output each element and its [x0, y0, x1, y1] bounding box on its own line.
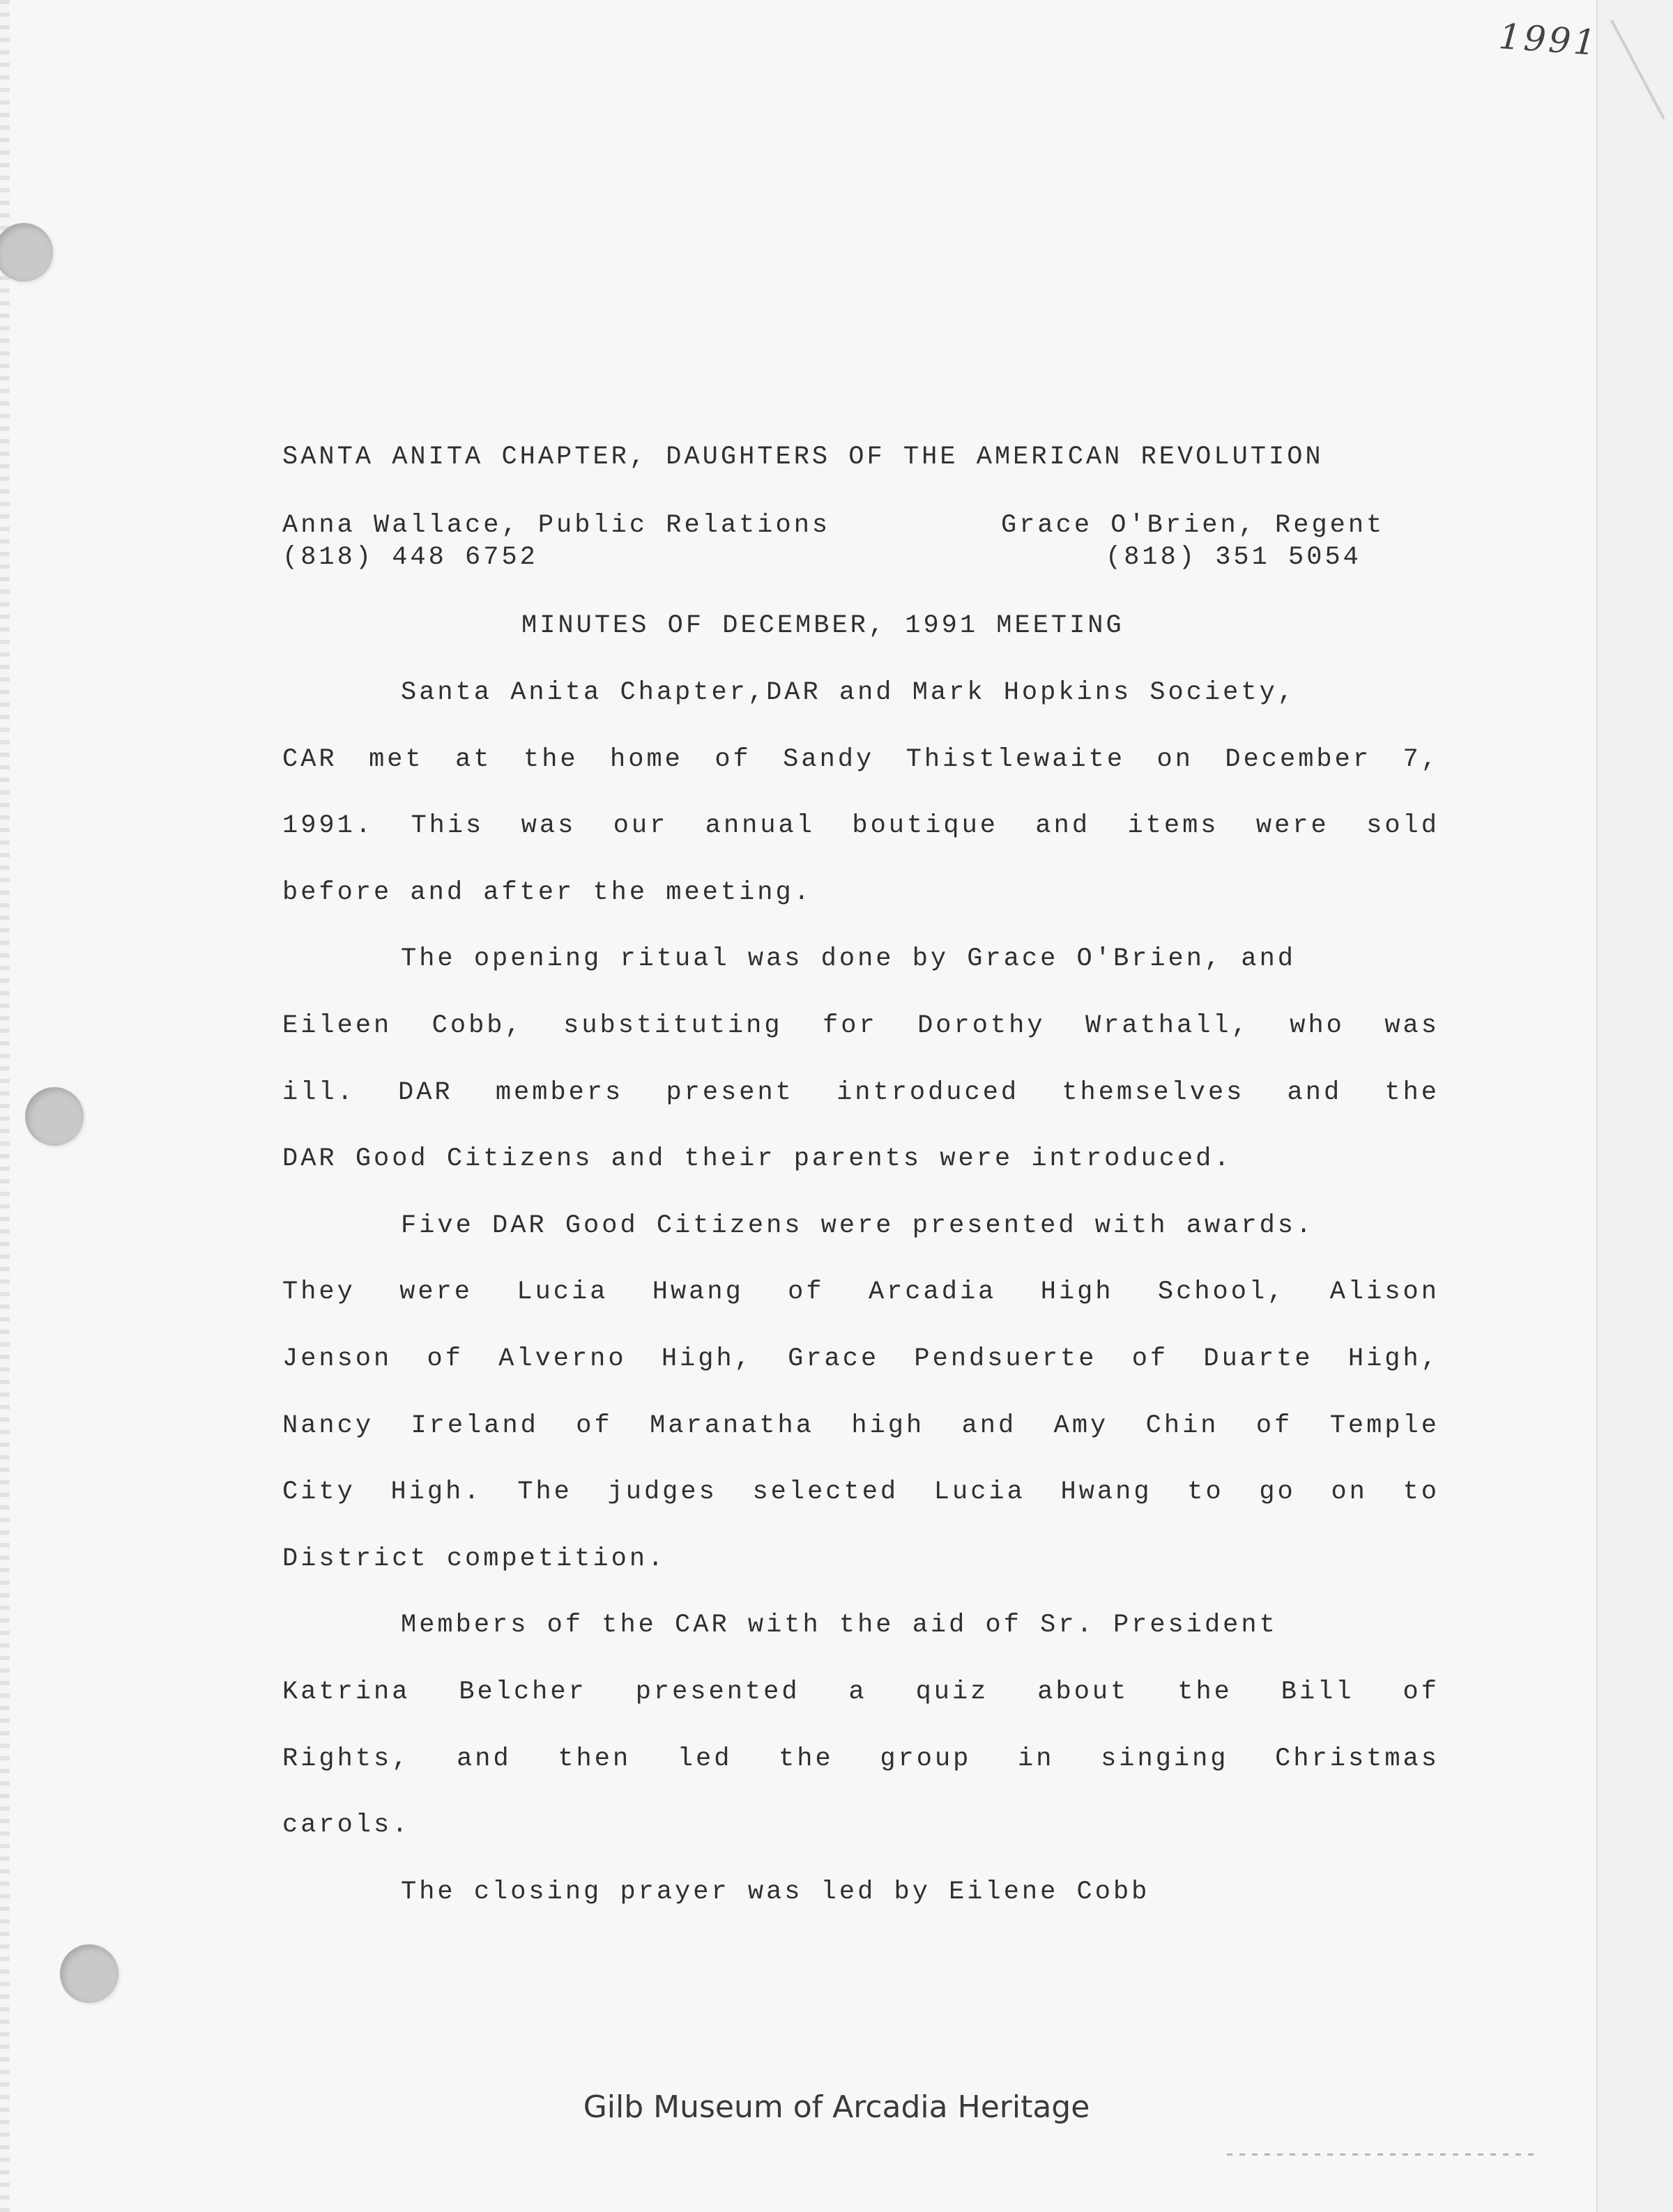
body-line: Five DAR Good Citizens were presented with awards.: [401, 1211, 1315, 1241]
page-edge: [1596, 0, 1673, 2212]
body-line: CAR met at the home of Sandy Thistlewaite on December 7,: [282, 745, 1439, 774]
body-line: 1991. This was our annual boutique and items were sold: [282, 811, 1439, 840]
left-contact-phone: (818) 448 6752: [282, 543, 538, 572]
body-line: Katrina Belcher presented a quiz about the Bill of: [282, 1677, 1439, 1707]
punch-hole-bottom: [60, 1944, 119, 2003]
body-line: Eileen Cobb, substituting for Dorothy Wrathall, who was: [282, 1011, 1439, 1040]
body-line: DAR Good Citizens and their parents were introduced.: [282, 1144, 1232, 1174]
museum-watermark: Gilb Museum of Arcadia Heritage: [583, 2089, 1090, 2125]
left-contact-name: Anna Wallace, Public Relations: [282, 511, 831, 540]
body-line: City High. The judges selected Lucia Hwang to go on to: [282, 1477, 1439, 1507]
right-contact-phone: (818) 351 5054: [1106, 543, 1361, 572]
body-line: District competition.: [282, 1544, 666, 1574]
body-line: Members of the CAR with the aid of Sr. President: [401, 1611, 1278, 1640]
scan-artifact-dashes: [1227, 2153, 1534, 2156]
body-line: before and after the meeting.: [282, 878, 812, 907]
handwritten-year-note: 1991: [1497, 16, 1601, 63]
body-line: Santa Anita Chapter,DAR and Mark Hopkins Society,: [401, 678, 1296, 707]
body-line: ill. DAR members present introduced themselves and the: [282, 1078, 1439, 1107]
punch-hole-middle: [25, 1087, 84, 1146]
body-line: Nancy Ireland of Maranatha high and Amy Chin of Temple: [282, 1411, 1439, 1441]
body-line: carols.: [282, 1811, 411, 1840]
body-line: Jenson of Alverno High, Grace Pendsuerte of Duarte High,: [282, 1344, 1439, 1374]
punch-hole-top: [0, 223, 53, 282]
right-contact-name: Grace O'Brien, Regent: [1001, 511, 1385, 540]
chapter-heading: SANTA ANITA CHAPTER, DAUGHTERS OF THE AMERICAN REVOLUTION: [282, 443, 1324, 472]
body-line: The closing prayer was led by Eilene Cobb: [401, 1877, 1150, 1907]
body-line: Rights, and then led the group in singing Christmas: [282, 1744, 1439, 1774]
body-line: They were Lucia Hwang of Arcadia High School, Alison: [282, 1277, 1439, 1307]
perforated-edge: [0, 0, 10, 2212]
body-line: The opening ritual was done by Grace O'Brien, and: [401, 944, 1296, 974]
minutes-title: MINUTES OF DECEMBER, 1991 MEETING: [521, 611, 1124, 640]
